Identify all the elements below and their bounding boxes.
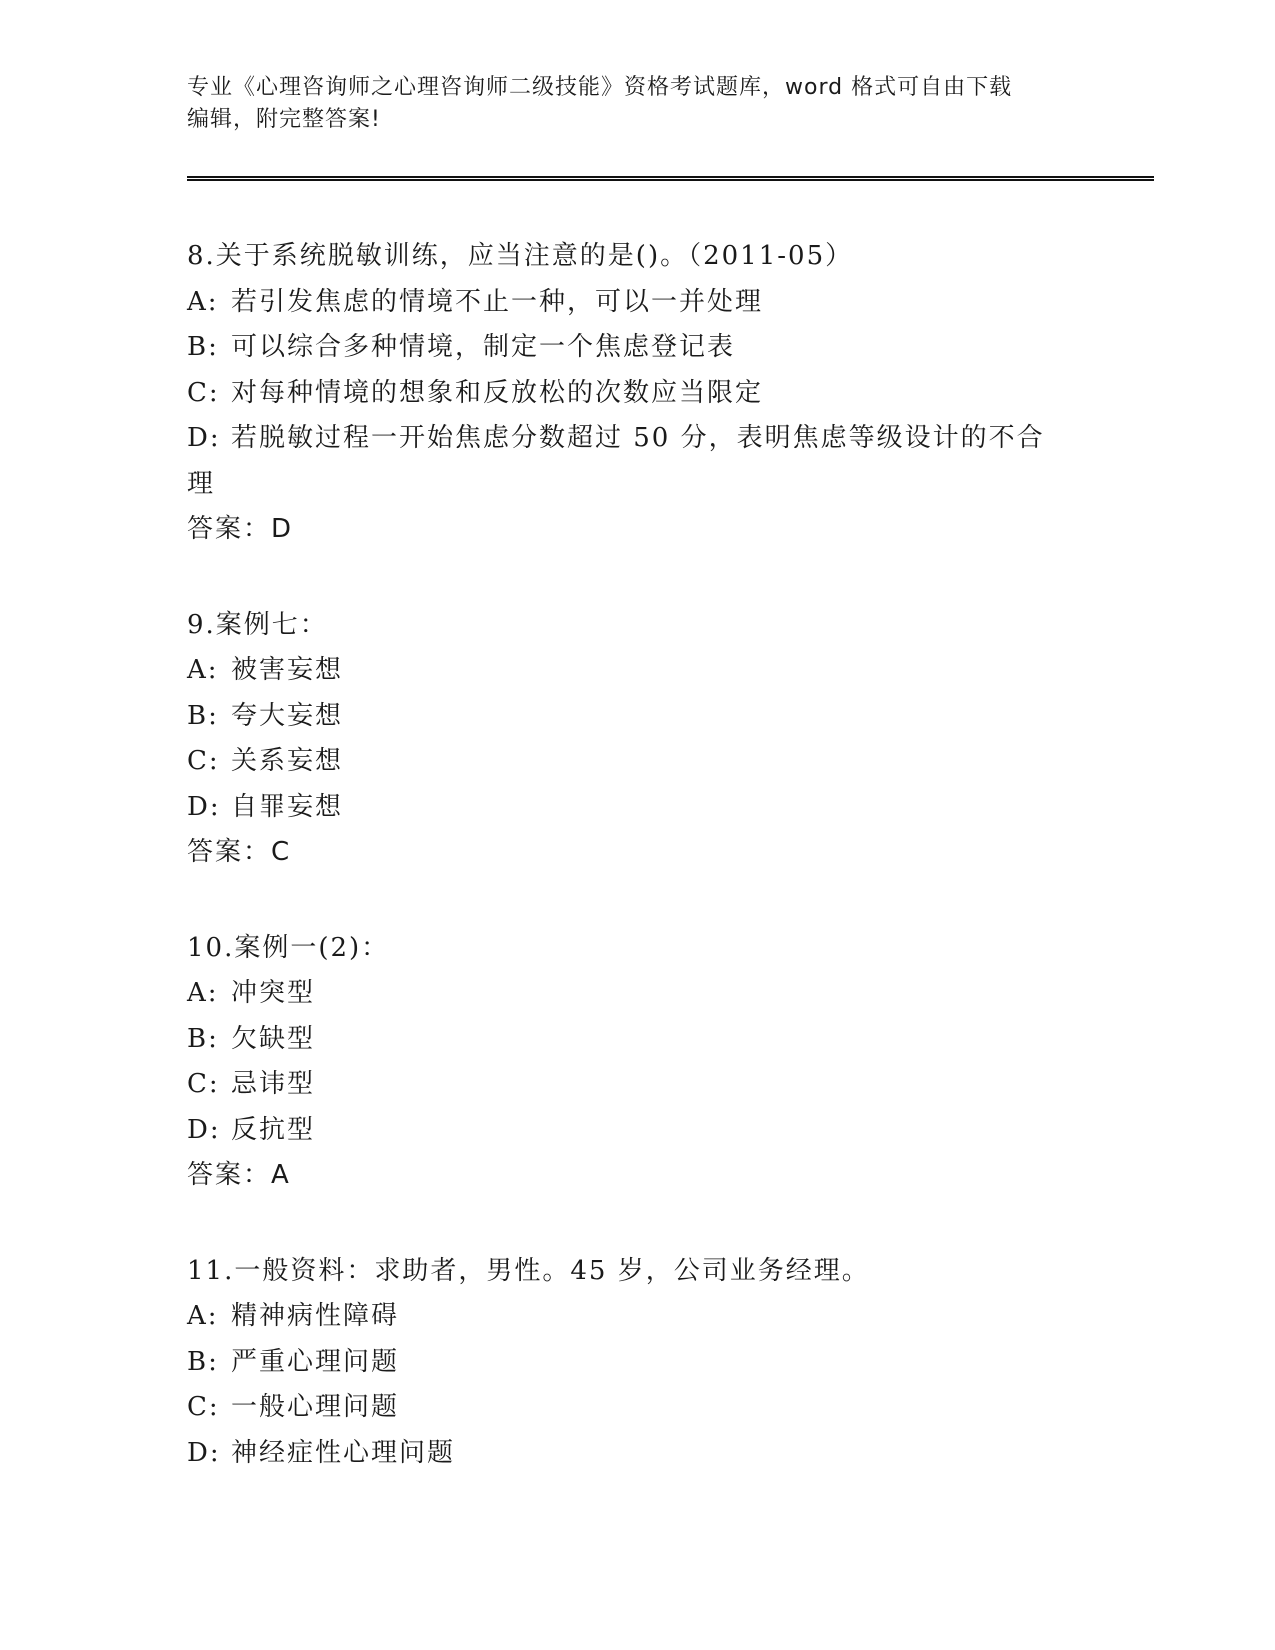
option-letter: D: [187,791,221,822]
option-b [187,1340,1087,1386]
option-c [187,1385,1087,1431]
option-text: 严重心理问题 [231,1346,400,1377]
option-b [187,1017,1087,1063]
option-text: 神经症性心理问题 [231,1437,456,1468]
answer-label: 答案：D [187,514,294,544]
option-a [187,971,1087,1017]
question-8 [187,234,1087,553]
option-letter: A: [187,978,219,1008]
header-divider [187,176,1154,181]
option-d [187,416,1087,462]
document-header [187,72,1087,136]
option-text: 若引发焦虑的情境不止一种，可以一并处理 [231,286,764,317]
option-text: 夸大妄想 [231,700,344,731]
option-text: 自罪妄想 [231,791,344,822]
answer-label: 答案：A [187,1160,291,1190]
option-letter: B: [187,1346,219,1377]
option-letter: B: [187,1023,219,1054]
question-9 [187,603,1087,876]
option-d [187,785,1087,831]
option-letter: D: [187,423,221,453]
option-d [187,1108,1087,1154]
option-letter: D: [187,1437,221,1468]
option-text: 精神病性障碍 [231,1301,400,1331]
answer-label: 答案：C [187,837,292,867]
option-letter: A: [187,286,219,317]
option-text: 被害妄想 [231,655,344,685]
question-title: 9.案例七： [187,609,328,640]
option-a [187,648,1087,694]
option-text: 反抗型 [231,1114,316,1145]
option-text: 忌讳型 [231,1069,316,1099]
option-letter: B: [187,700,219,731]
option-text: 对每种情境的想象和反放松的次数应当限定 [231,377,764,408]
option-text: 关系妄想 [231,746,344,776]
option-a [187,1294,1087,1340]
header-line-1: 专业《心理咨询师之心理咨询师二级技能》资格考试题库，word 格式可自由下载 [187,75,1013,100]
option-letter: C: [187,1069,220,1099]
option-b [187,325,1087,371]
option-d [187,1431,1087,1477]
option-text: 冲突型 [231,978,316,1008]
option-letter: D: [187,1114,221,1145]
option-a [187,280,1087,326]
option-letter: C: [187,1392,220,1422]
option-text: 一般心理问题 [231,1392,400,1422]
option-letter: C: [187,377,220,408]
option-b [187,694,1087,740]
option-letter: A: [187,655,219,685]
option-c [187,739,1087,785]
question-title: 8.关于系统脱敏训练，应当注意的是()。（2011-05） [187,241,854,271]
option-letter: C: [187,746,220,776]
option-text: 可以综合多种情境，制定一个焦虑登记表 [231,332,736,362]
option-text: 欠缺型 [231,1023,316,1054]
question-list [187,234,1087,1526]
option-c [187,371,1087,417]
option-letter: A: [187,1301,219,1331]
option-d-continuation: 理 [187,468,216,499]
option-letter: B: [187,332,219,362]
header-line-2: 编辑，附完整答案! [187,107,381,132]
question-title: 11.一般资料：求助者，男性。45 岁，公司业务经理。 [187,1255,870,1286]
question-title: 10.案例一(2)： [187,932,390,963]
option-text: 若脱敏过程一开始焦虑分数超过 50 分，表明焦虑等级设计的不合 [231,423,1045,453]
question-11 [187,1249,1087,1477]
question-10 [187,926,1087,1199]
option-c [187,1062,1087,1108]
